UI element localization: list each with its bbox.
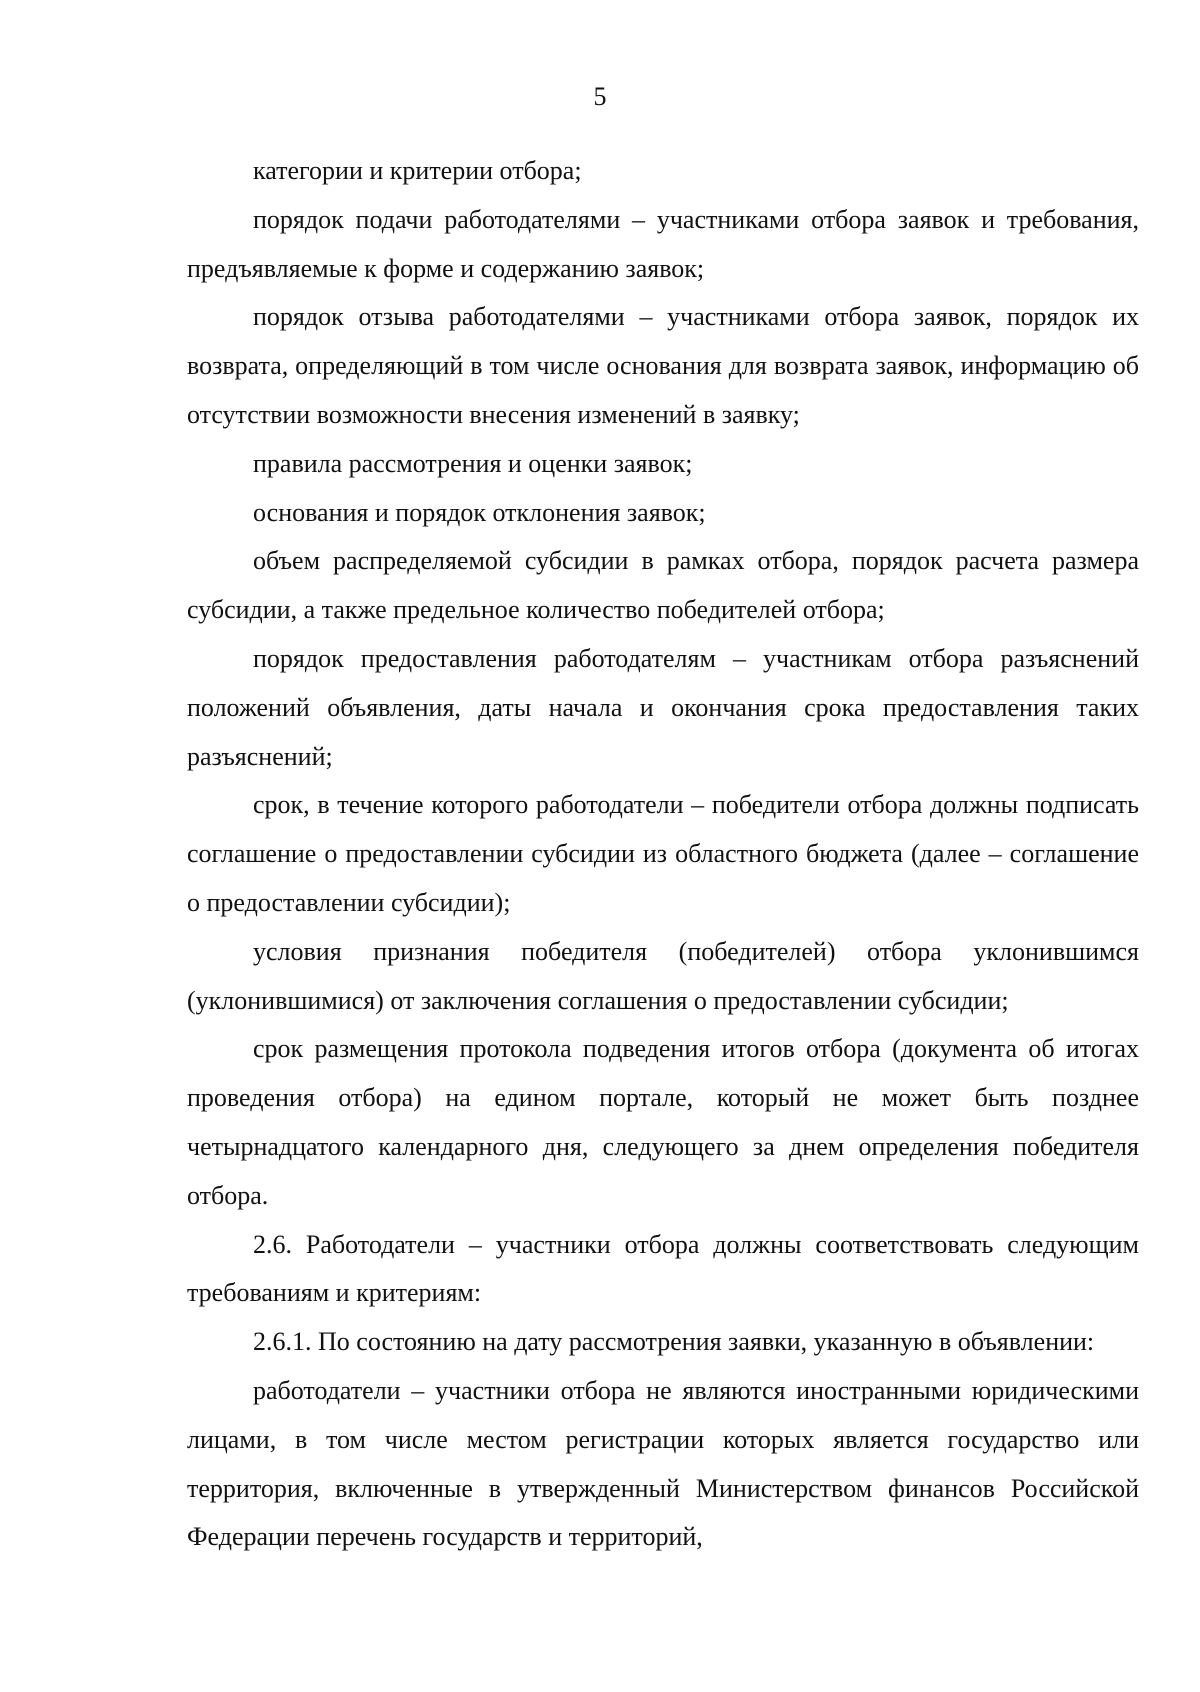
- page-number: 5: [593, 82, 607, 111]
- paragraph-rejection-grounds: основания и порядок отклонения заявок;: [253, 497, 706, 527]
- paragraph-subsidy-volume: объем распределяемой субсидии в рамках отбора, порядок расчета размера субсидии, а также предельное количество победителей отбора;: [187, 546, 1139, 625]
- paragraph-clarifications: порядок предоставления работодателям – участникам отбора разъяснений положений объявления, даты начала и окончания срока предоставления таких разъяснений;: [187, 643, 1139, 771]
- paragraph-agreement-deadline: срок, в течение которого работодатели – победители отбора должны подписать соглашение о предоставлении субсидии из областного бюджета (далее – соглашение о предоставлении субсидии);: [187, 790, 1139, 917]
- paragraph-review-rules: правила рассмотрения и оценки заявок;: [253, 448, 693, 478]
- paragraph-selection-criteria: категории и критерии отбора;: [253, 156, 582, 185]
- paragraph-evasion-conditions: условия признания победителя (победителей) отбора уклонившимся (уклонившимися) от заключения соглашения о предоставлении субсидии;: [187, 936, 1139, 1015]
- paragraph-protocol-deadline: срок размещения протокола подведения итогов отбора (документа об итогах проведения отбора) на едином портале, который не может быть позднее четырнадцатого календарного дня, следующего за днем определения победителя отбора.: [187, 1034, 1139, 1210]
- paragraph-foreign-entities: работодатели – участники отбора не являются иностранными юридическими лицами, в том числе местом регистрации которых является государство или территория, включенные в утвержденный Министерством финансов Российской Федерации перечень государств и территорий,: [187, 1375, 1139, 1552]
- paragraph-section-2-6-1: 2.6.1. По состоянию на дату рассмотрения заявки, указанную в объявлении:: [253, 1327, 1095, 1357]
- paragraph-application-submission: порядок подачи работодателями – участниками отбора заявок и требования, предъявляемые к форме и содержанию заявок;: [187, 204, 1139, 283]
- document-body: [187, 147, 1139, 1562]
- paragraph-application-withdrawal: порядок отзыва работодателями – участниками отбора заявок, порядок их возврата, определяющий в том числе основания для возврата заявок, информацию об отсутствии возможности внесения изменений в заявку;: [187, 302, 1139, 429]
- paragraph-section-2-6: 2.6. Работодатели – участники отбора должны соответствовать следующим требованиям и критериям:: [187, 1229, 1139, 1308]
